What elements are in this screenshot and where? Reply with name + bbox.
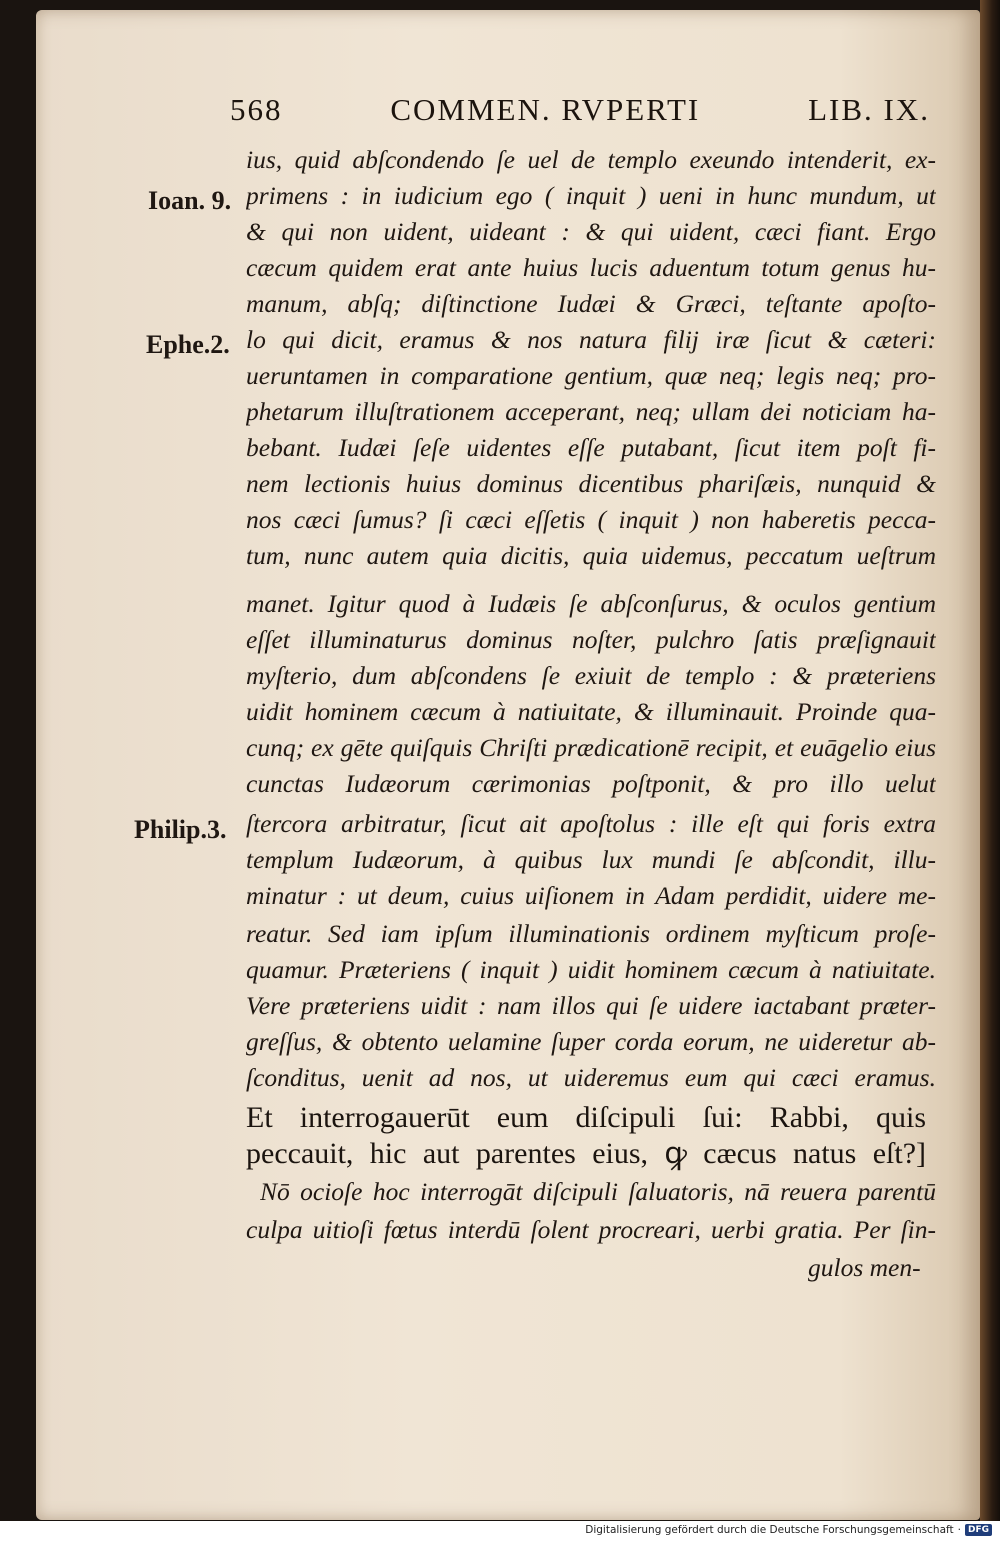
text-line: manet. Igitur quod à Iudæis ſe abſconſurus, & oculos gentium [246, 589, 936, 618]
text-line: nem lectionis huius dominus dicentibus phariſæis, nunquid & [246, 469, 936, 498]
text-line: minatur : ut deum, cuius uiſionem in Adam perdidit, uidere me- [246, 881, 936, 910]
book-number: LIB. IX. [808, 92, 930, 127]
text-line: cunctas Iudæorum cærimonias poſtponit, & pro illo uelut [246, 769, 936, 798]
margin-note-ioan: Ioan. 9. [148, 186, 232, 215]
text-line: ſconditus, uenit ad nos, ut uideremus eum qui cæci eramus. [246, 1063, 936, 1092]
text-line: nos cæci ſumus? ſi cæci eſſetis ( inquit ) non haberetis pecca- [246, 505, 936, 534]
commentary-line: culpa uitioſi fœtus interdū ſolent procreari, uerbi gratia. Per ſin- [246, 1215, 936, 1244]
margin-note-ephe: Ephe.2. [146, 330, 230, 359]
text-line: templum Iudæorum, à quibus lux mundi ſe abſcondit, illu- [246, 845, 936, 874]
commentary-line: Nō ocioſe hoc interrogāt diſcipuli ſaluatoris, nā reuera parentū [260, 1177, 936, 1206]
text-line: ius, quid abſcondendo ſe uel de templo exeundo intenderit, ex- [246, 145, 936, 174]
credit-text: Digitalisierung gefördert durch die Deutsche Forschungsgemeinschaft [585, 1524, 954, 1536]
lemma-line: Et interrogauerūt eum diſcipuli ſui: Rabbi, quis [246, 1101, 926, 1134]
text-line: eſſet illuminaturus dominus noſter, pulchro ſatis præſignauit [246, 625, 936, 654]
text-line: manum, abſq; diſtinctione Iudæi & Græci, teſtante apoſto- [246, 289, 936, 318]
margin-note-philip: Philip.3. [134, 815, 227, 844]
text-line: cæcum quidem erat ante huius lucis aduentum totum genus hu- [246, 253, 936, 282]
book-spine-edge [980, 0, 1000, 1541]
text-line: & qui non uident, uideant : & qui uident, cæci fiant. Ergo [246, 217, 936, 246]
text-line: uidit hominem cæcum à natiuitate, & illuminauit. Proinde qua- [246, 697, 936, 726]
text-line: ueruntamen in comparatione gentium, quæ neq; legis neq; pro- [246, 361, 936, 390]
text-line: greſſus, & obtento uelamine ſuper corda eorum, ne uideretur ab- [246, 1027, 936, 1056]
text-line: primens : in iudicium ego ( inquit ) ueni in hunc mundum, ut [246, 181, 936, 210]
text-line: reatur. Sed iam ipſum illuminationis ordinem myſticum proſe- [246, 919, 936, 948]
text-line: Vere præteriens uidit : nam illos qui ſe uidere iactabant præter- [246, 991, 936, 1020]
text-line: lo qui dicit, eramus & nos natura filij iræ ſicut & cæteri: [246, 325, 936, 354]
text-line: myſterio, dum abſcondens ſe exiuit de templo : & præteriens [246, 661, 936, 690]
text-line: quamur. Præteriens ( inquit ) uidit hominem cæcum à natiuitate. [246, 955, 936, 984]
page-number: 568 [230, 92, 283, 127]
catchword: gulos men- [808, 1253, 921, 1282]
running-title: COMMEN. RVPERTI [390, 92, 701, 127]
text-line: ſtercora arbitratur, ſicut ait apoſtolus : ille eſt qui foris extra [246, 809, 936, 838]
funding-credit: Digitalisierung gefördert durch die Deutsche Forschungsgemeinschaft · DFG [585, 1524, 992, 1536]
lemma-line: peccauit, hic aut parentes eius, ꝙ cæcus natus eſt?] [246, 1137, 926, 1170]
text-line: tum, nunc autem quia dicitis, quia uidemus, peccatum ueſtrum [246, 541, 936, 570]
text-line: cunq; ex gēte quiſquis Chriſti prædicationē recipit, et euāgelio eius [246, 733, 936, 762]
running-head [230, 92, 930, 128]
text-line: phetarum illuſtrationem acceperant, neq; ullam dei noticiam ha- [246, 397, 936, 426]
dfg-logo: DFG [965, 1524, 992, 1536]
text-line: bebant. Iudæi ſeſe uidentes eſſe putabant, ſicut item poſt fi- [246, 433, 936, 462]
